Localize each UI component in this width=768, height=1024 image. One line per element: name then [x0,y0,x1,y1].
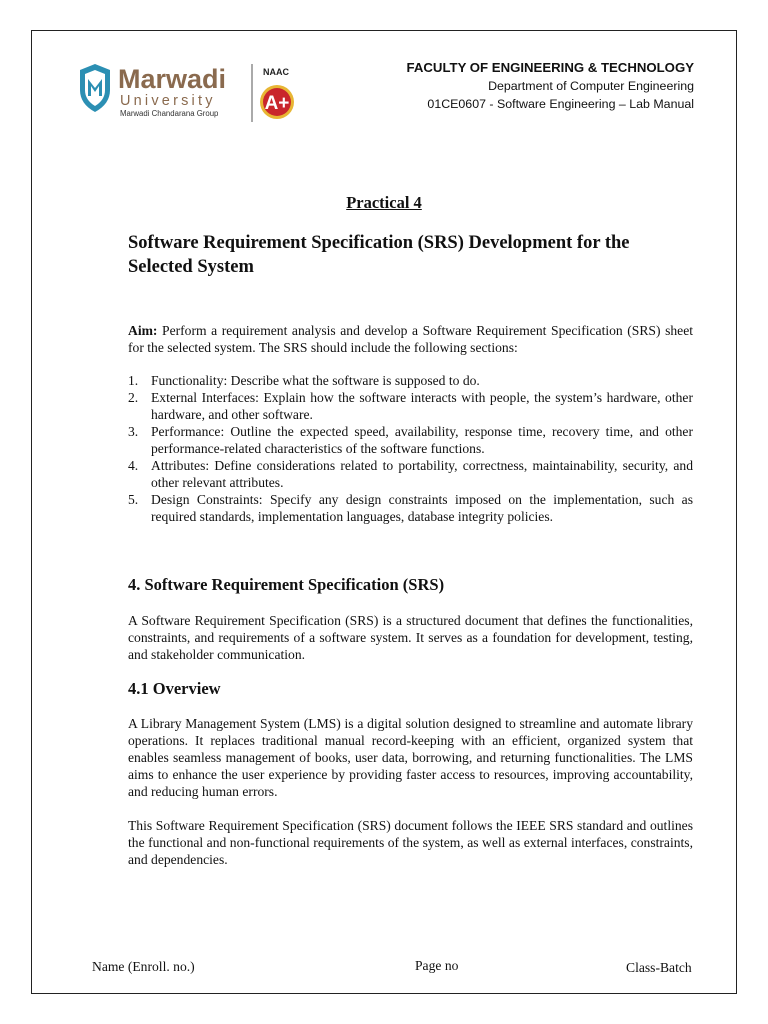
department-name: Department of Computer Engineering [488,79,694,93]
document-title: Software Requirement Specification (SRS) Development for the Selected System [128,233,630,277]
naac-grade: A+ [264,93,290,114]
list-text: External Interfaces: Explain how the software interacts with people, the system’s hardware, other hardware, and other software. [151,390,693,422]
header-info [407,59,694,113]
list-item [128,457,693,491]
list-number: 1. [128,373,139,388]
list-item [128,491,693,525]
overview-paragraph-2: This Software Requirement Specification (SRS) document follows the IEEE SRS standard and outlines the functional and non-functional requirements of the system, as well as external interfaces, constraints, and dependencies. [128,818,693,867]
list-text: Design Constraints: Specify any design constraints imposed on the implementation, such as required standards, implementation languages, database integrity policies. [151,492,693,524]
footer-name: Name (Enroll. no.) [92,959,195,974]
list-text: Performance: Outline the expected speed, availability, response time, recovery time, and other performance-related characteristics of the software functions. [151,424,693,456]
footer-batch: Class-Batch [626,960,692,975]
faculty-name: FACULTY OF ENGINEERING & TECHNOLOGY [406,60,694,75]
university-logo [76,60,306,130]
aim-label: Aim: [128,323,158,338]
list-text: Functionality: Describe what the software is supposed to do. [151,373,480,388]
list-number: 5. [128,492,139,507]
list-text: Attributes: Define considerations related to portability, correctness, maintainability, security, and other relevant attributes. [151,458,693,490]
list-item [128,372,693,389]
list-item [128,423,693,457]
logo-sub: University [120,93,216,109]
course-name: 01CE0607 - Software Engineering – Lab Manual [427,97,694,111]
aim-text: Perform a requirement analysis and develop a Software Requirement Specification (SRS) sheet for the selected system. The SRS should include the following sections: [128,323,694,355]
srs-section-list [128,372,693,525]
practical-heading: Practical 4 [346,193,422,212]
aim-paragraph [128,322,693,356]
shield-icon [80,64,110,112]
list-number: 2. [128,390,139,405]
logo-name: Marwadi [118,64,227,94]
section-4-1-heading: 4.1 Overview [128,679,221,698]
logo-group: Marwadi Chandarana Group [120,109,219,118]
list-item [128,389,693,423]
list-number: 3. [128,424,139,439]
section-4-heading: 4. Software Requirement Specification (SRS) [128,575,445,594]
list-number: 4. [128,458,139,473]
overview-paragraph-1: A Library Management System (LMS) is a digital solution designed to streamline and automate library operations. It replaces traditional manual record-keeping with an efficient, organized system that enables seamless management of books, user data, borrowing, and returning functionalities. The LMS aims to enhance the user experience by providing faster access to resources, improving accountability, and reducing human errors. [128,716,693,799]
footer-page: Page no [415,958,459,973]
naac-label: NAAC [263,67,289,77]
section-4-text: A Software Requirement Specification (SRS) is a structured document that defines the functionalities, constraints, and requirements of a software system. It serves as a foundation for development, testing, and stakeholder communication. [128,613,693,662]
